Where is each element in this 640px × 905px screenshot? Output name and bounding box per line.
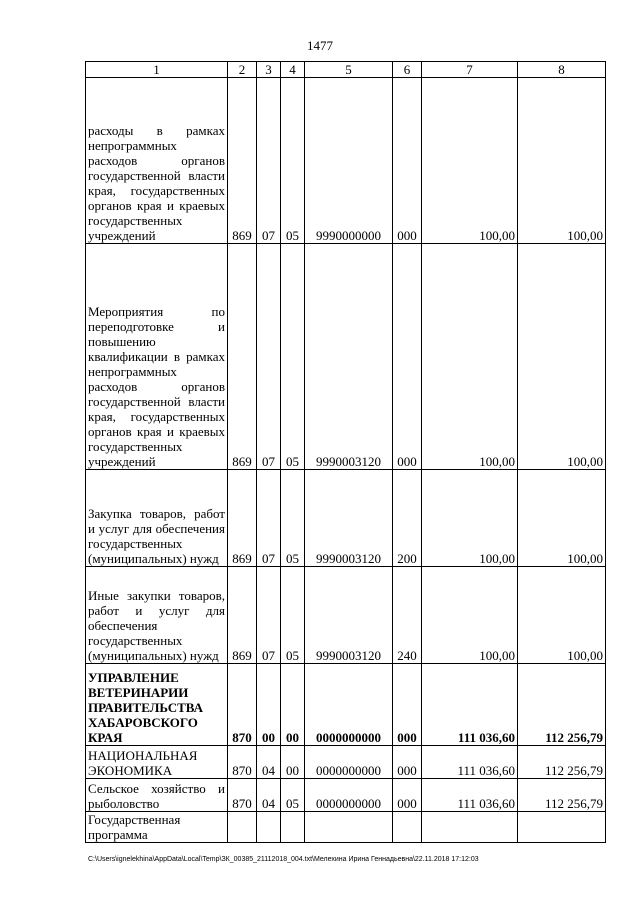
expense-type-code: 200 [393, 470, 422, 567]
target-article-code: 9990003120 [305, 567, 393, 664]
file-path-footer: C:\Users\ignelekhina\AppData\Local\Temp\ЗК_00385_21112018_004.txt\Мелехина Ирина Геннадьевна\22.11.2018 17:12:03 [88, 856, 479, 863]
column-header: 1 [86, 62, 228, 78]
section-code: 07 [257, 244, 281, 470]
admin-code: 869 [228, 78, 257, 244]
admin-code: 870 [228, 746, 257, 779]
amount-year-1: 100,00 [422, 470, 518, 567]
admin-code [228, 812, 257, 843]
table-row [86, 664, 606, 746]
subsection-code: 05 [281, 78, 305, 244]
expense-type-code: 000 [393, 746, 422, 779]
admin-code: 869 [228, 244, 257, 470]
subsection-code: 00 [281, 746, 305, 779]
amount-year-2 [518, 812, 606, 843]
row-description: Закупка товаров, работ и услуг для обеспечения государственных (муниципальных) нужд [86, 470, 228, 567]
table-row [86, 746, 606, 779]
section-code: 00 [257, 664, 281, 746]
amount-year-1: 100,00 [422, 244, 518, 470]
target-article-code: 9990003120 [305, 470, 393, 567]
admin-code: 869 [228, 470, 257, 567]
admin-code: 870 [228, 664, 257, 746]
column-header: 7 [422, 62, 518, 78]
amount-year-1: 100,00 [422, 567, 518, 664]
subsection-code: 05 [281, 244, 305, 470]
amount-year-1: 111 036,60 [422, 664, 518, 746]
row-description: Сельское хозяйство и рыболовство [86, 779, 228, 812]
section-code: 07 [257, 78, 281, 244]
section-code: 04 [257, 779, 281, 812]
amount-year-1: 111 036,60 [422, 746, 518, 779]
subsection-code: 05 [281, 470, 305, 567]
expense-type-code [393, 812, 422, 843]
column-header: 4 [281, 62, 305, 78]
row-description: НАЦИОНАЛЬНАЯ ЭКОНОМИКА [86, 746, 228, 779]
amount-year-2: 112 256,79 [518, 779, 606, 812]
section-code [257, 812, 281, 843]
target-article-code: 9990000000 [305, 78, 393, 244]
budget-table [85, 61, 606, 843]
section-code: 04 [257, 746, 281, 779]
amount-year-2: 100,00 [518, 78, 606, 244]
amount-year-2: 112 256,79 [518, 746, 606, 779]
expense-type-code: 000 [393, 78, 422, 244]
row-description: Иные закупки товаров, работ и услуг для обеспечения государственных (муниципальных) нужд [86, 567, 228, 664]
column-number-row [86, 62, 606, 78]
target-article-code: 0000000000 [305, 746, 393, 779]
table-row [86, 567, 606, 664]
amount-year-2: 100,00 [518, 244, 606, 470]
table-row [86, 78, 606, 244]
amount-year-2: 100,00 [518, 567, 606, 664]
target-article-code [305, 812, 393, 843]
expense-type-code: 240 [393, 567, 422, 664]
amount-year-2: 112 256,79 [518, 664, 606, 746]
table-row [86, 779, 606, 812]
column-header: 6 [393, 62, 422, 78]
section-code: 07 [257, 470, 281, 567]
target-article-code: 0000000000 [305, 779, 393, 812]
subsection-code: 05 [281, 567, 305, 664]
admin-code: 869 [228, 567, 257, 664]
section-code: 07 [257, 567, 281, 664]
subsection-code: 05 [281, 779, 305, 812]
column-header: 2 [228, 62, 257, 78]
target-article-code: 9990003120 [305, 244, 393, 470]
amount-year-1: 111 036,60 [422, 779, 518, 812]
table-row [86, 244, 606, 470]
column-header: 8 [518, 62, 606, 78]
row-description: Мероприятия по переподготовке и повышению квалификации в рамках непрограммных расходов органов государственной власти края, государственных органов края и краевых государственных учреждений [86, 244, 228, 470]
subsection-code [281, 812, 305, 843]
table-row [86, 812, 606, 843]
page-number: 1477 [307, 38, 333, 53]
admin-code: 870 [228, 779, 257, 812]
row-description: Государственная программа [86, 812, 228, 843]
row-description: УПРАВЛЕНИЕ ВЕТЕРИНАРИИ ПРАВИТЕЛЬСТВА ХАБАРОВСКОГО КРАЯ [86, 664, 228, 746]
amount-year-1 [422, 812, 518, 843]
expense-type-code: 000 [393, 244, 422, 470]
column-header: 5 [305, 62, 393, 78]
expense-type-code: 000 [393, 664, 422, 746]
row-description: расходы в рамках непрограммных расходов органов государственной власти края, государственных органов края и краевых государственных учреждений [86, 78, 228, 244]
table-row [86, 470, 606, 567]
expense-type-code: 000 [393, 779, 422, 812]
amount-year-2: 100,00 [518, 470, 606, 567]
target-article-code: 0000000000 [305, 664, 393, 746]
amount-year-1: 100,00 [422, 78, 518, 244]
subsection-code: 00 [281, 664, 305, 746]
column-header: 3 [257, 62, 281, 78]
